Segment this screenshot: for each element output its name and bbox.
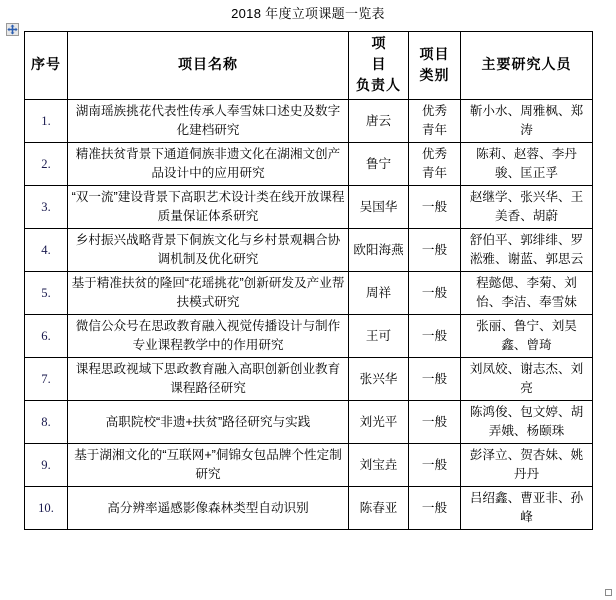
cell-project-type: 一般 — [409, 444, 461, 487]
cell-staff: 陈莉、赵蓉、李丹骏、匡正孚 — [461, 143, 593, 186]
cell-leader: 刘宝垚 — [349, 444, 409, 487]
cell-project-type: 一般 — [409, 358, 461, 401]
header-project-leader-line1: 项 目 — [371, 37, 396, 73]
cell-leader: 鲁宁 — [349, 143, 409, 186]
header-seq: 序号 — [25, 32, 68, 100]
cell-project-type-line1: 优秀 — [421, 104, 448, 118]
table-header-row — [25, 32, 593, 100]
cell-seq: 6. — [25, 315, 68, 358]
project-table-container — [24, 31, 592, 530]
cell-leader: 周祥 — [349, 272, 409, 315]
cell-staff: 彭泽立、贺杏妹、姚丹丹 — [461, 444, 593, 487]
cell-leader: 唐云 — [349, 100, 409, 143]
table-row — [25, 444, 593, 487]
cell-seq: 9. — [25, 444, 68, 487]
cell-leader: 张兴华 — [349, 358, 409, 401]
table-move-handle[interactable] — [6, 23, 19, 36]
table-row — [25, 143, 593, 186]
cell-project-type — [409, 100, 461, 143]
cell-project-name: 精准扶贫背景下通道侗族非遗文化在湖湘文创产品设计中的应用研究 — [68, 143, 349, 186]
cell-project-type: 一般 — [409, 229, 461, 272]
cell-project-name: 基于精准扶贫的隆回“花瑶挑花”创新研发及产业帮扶模式研究 — [68, 272, 349, 315]
cell-staff: 吕绍鑫、曹亚非、孙峰 — [461, 487, 593, 530]
table-row — [25, 186, 593, 229]
cell-leader: 吴国华 — [349, 186, 409, 229]
cell-project-type: 一般 — [409, 401, 461, 444]
cell-staff: 刘凤姣、谢志杰、刘亮 — [461, 358, 593, 401]
cell-seq: 4. — [25, 229, 68, 272]
cell-seq: 8. — [25, 401, 68, 444]
header-project-leader-line2: 负责人 — [356, 79, 401, 94]
cell-project-name: 高分辨率遥感影像森林类型自动识别 — [68, 487, 349, 530]
cell-seq: 2. — [25, 143, 68, 186]
cell-project-type: 一般 — [409, 315, 461, 358]
cell-project-type-line2: 青年 — [421, 123, 448, 137]
cell-project-name: 高职院校“非遗+扶贫”路径研究与实践 — [68, 401, 349, 444]
table-row — [25, 487, 593, 530]
cell-leader: 陈春亚 — [349, 487, 409, 530]
header-project-name: 项目名称 — [68, 32, 349, 100]
cell-project-type — [409, 143, 461, 186]
cell-leader: 王可 — [349, 315, 409, 358]
table-row — [25, 315, 593, 358]
cell-project-type-line2: 青年 — [421, 166, 448, 180]
cell-project-name: 基于湖湘文化的“互联网+”侗锦女包品牌个性定制研究 — [68, 444, 349, 487]
cell-leader: 欧阳海燕 — [349, 229, 409, 272]
header-project-type-line2: 类别 — [419, 68, 450, 84]
table-row — [25, 358, 593, 401]
cell-seq: 7. — [25, 358, 68, 401]
cell-project-name: 微信公众号在思政教育融入视觉传播设计与制作专业课程教学中的作用研究 — [68, 315, 349, 358]
header-project-type — [409, 32, 461, 100]
header-project-type-line1: 项目 — [419, 47, 450, 63]
cell-project-name: 乡村振兴战略背景下侗族文化与乡村景观耦合协调机制及优化研究 — [68, 229, 349, 272]
table-body — [25, 100, 593, 530]
cell-project-name: 湖南瑶族挑花代表性传承人奉雪妹口述史及数字化建档研究 — [68, 100, 349, 143]
header-project-leader — [349, 32, 409, 100]
page-title: 2018 年度立项课题一览表 — [231, 6, 385, 21]
cell-seq: 5. — [25, 272, 68, 315]
cell-project-type: 一般 — [409, 272, 461, 315]
table-row — [25, 401, 593, 444]
cell-project-type: 一般 — [409, 186, 461, 229]
cell-project-name: “双一流”建设背景下高职艺术设计类在线开放课程质量保证体系研究 — [68, 186, 349, 229]
cell-seq: 3. — [25, 186, 68, 229]
cell-leader: 刘光平 — [349, 401, 409, 444]
cell-staff: 陈鸿俊、包文婷、胡弄娥、杨颐珠 — [461, 401, 593, 444]
cell-staff: 舒伯平、郭绯绯、罗淞雅、谢蓝、郭思云 — [461, 229, 593, 272]
table-resize-handle[interactable] — [605, 589, 612, 596]
cell-seq: 1. — [25, 100, 68, 143]
table-row — [25, 272, 593, 315]
cell-project-type-line1: 优秀 — [421, 147, 448, 161]
cell-project-name: 课程思政视域下思政教育融入高职创新创业教育课程路径研究 — [68, 358, 349, 401]
cell-staff: 赵继学、张兴华、王美香、胡蔚 — [461, 186, 593, 229]
cell-staff: 靳小水、周雅枫、郑涛 — [461, 100, 593, 143]
cell-project-type: 一般 — [409, 487, 461, 530]
cell-staff: 程懿偲、李菊、刘怡、李洁、奉雪妹 — [461, 272, 593, 315]
table-row — [25, 100, 593, 143]
cell-staff: 张丽、鲁宁、刘昊鑫、曾琦 — [461, 315, 593, 358]
cell-seq: 10. — [25, 487, 68, 530]
table-row — [25, 229, 593, 272]
project-table — [24, 31, 593, 530]
header-staff: 主要研究人员 — [461, 32, 593, 100]
